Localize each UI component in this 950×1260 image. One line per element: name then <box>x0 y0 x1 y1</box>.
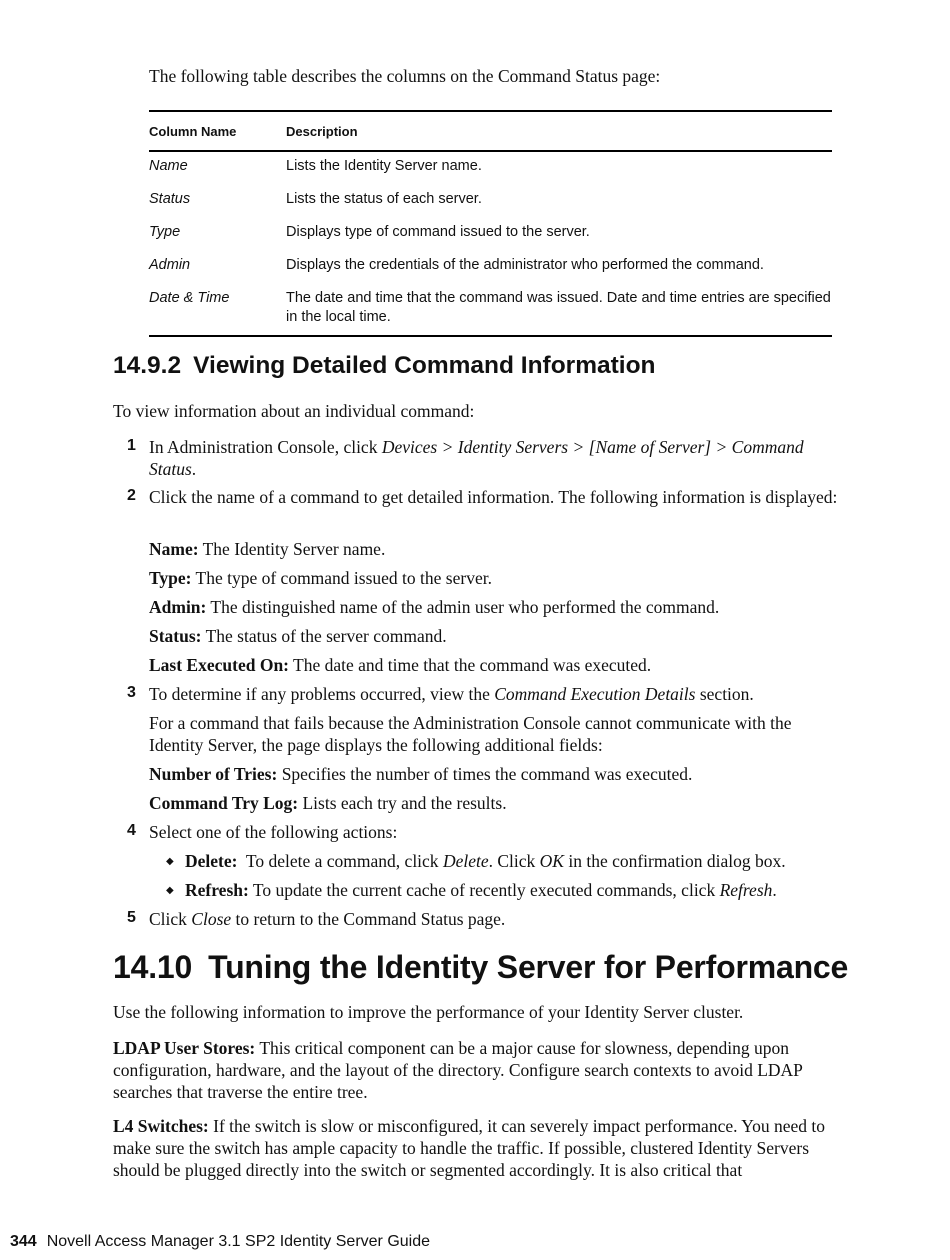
refresh-reference: Refresh <box>719 880 773 900</box>
action-text: . Click <box>488 851 540 871</box>
column-table <box>149 110 832 337</box>
field-text: The distinguished name of the admin user who performed the command. <box>206 597 720 617</box>
field-text: Specifies the number of times the command was executed. <box>277 764 693 784</box>
ldap-paragraph <box>113 1037 835 1103</box>
row-description: Lists the Identity Server name. <box>286 158 482 174</box>
step-4-text: Select one of the following actions: <box>149 822 398 842</box>
field-description <box>149 625 447 647</box>
diamond-bullet-icon: ◆ <box>166 856 174 867</box>
field-label: Last Executed On: <box>149 655 289 675</box>
field-description <box>149 792 507 814</box>
step-number: 5 <box>127 909 136 926</box>
field-label: Number of Tries: <box>149 764 278 784</box>
console-path: Devices > Identity Servers > [Name of Server] > Command Status <box>149 437 804 479</box>
refresh-action <box>185 879 777 901</box>
row-name: Name <box>149 158 188 174</box>
table-row <box>149 223 832 242</box>
section-heading-14-10 <box>113 949 848 986</box>
column-header-description: Description <box>286 123 358 139</box>
action-label: Delete: <box>185 851 238 871</box>
field-text: The status of the server command. <box>201 626 447 646</box>
table-bottom-rule <box>149 335 832 337</box>
step-5-post: to return to the Command Status page. <box>231 909 506 929</box>
step-1-text <box>149 436 839 480</box>
page-number: 344 <box>10 1233 37 1250</box>
step-3-pre: To determine if any problems occurred, view the <box>149 684 495 704</box>
row-description: Displays the credentials of the administrator who performed the command. <box>286 257 764 273</box>
action-text: in the confirmation dialog box. <box>563 851 786 871</box>
delete-action <box>185 850 786 872</box>
field-label: Status: <box>149 626 202 646</box>
paragraph-text: This critical component can be a major cause for slowness, depending upon configuration, hardware, and the layout of the directory. Configure search contexts to avoid LDAP searches that traverse the entire tree. <box>113 1038 803 1102</box>
section-lead: Use the following information to improve the performance of your Identity Server cluster. <box>113 1002 744 1022</box>
table-row <box>149 157 832 176</box>
field-description <box>149 538 385 560</box>
delete-reference: Delete <box>442 851 489 871</box>
table-row <box>149 190 832 209</box>
step-2-text: Click the name of a command to get detailed information. The following information is displayed: <box>149 487 838 507</box>
action-text: . <box>772 880 777 900</box>
section-title: Viewing Detailed Command Information <box>193 352 656 379</box>
column-header-name: Column Name <box>149 123 237 139</box>
step-3-post: section. <box>695 684 754 704</box>
table-row <box>149 289 832 327</box>
row-description: Lists the status of each server. <box>286 191 482 207</box>
book-title: Novell Access Manager 3.1 SP2 Identity Server Guide <box>46 1233 431 1250</box>
step-number: 3 <box>127 684 136 701</box>
row-name: Admin <box>149 257 191 273</box>
row-name: Status <box>149 191 191 207</box>
field-description <box>149 596 719 618</box>
step-1-pre: In Administration Console, click <box>149 437 382 457</box>
table-row <box>149 256 832 275</box>
field-description <box>149 567 492 589</box>
section-lead: To view information about an individual command: <box>113 401 475 421</box>
page-footer <box>10 1233 430 1251</box>
section-heading-14-9-2 <box>113 352 656 380</box>
step-5-text <box>149 908 505 930</box>
field-description <box>149 763 692 785</box>
row-description: Displays type of command issued to the server. <box>286 224 590 240</box>
paragraph-label: LDAP User Stores: <box>113 1038 256 1058</box>
field-text: The type of command issued to the server. <box>191 568 492 588</box>
paragraph-label: L4 Switches: <box>113 1116 209 1136</box>
step-3-text <box>149 683 754 705</box>
action-text: To update the current cache of recently executed commands, click <box>248 880 720 900</box>
l4-switch-paragraph <box>113 1115 835 1181</box>
field-text: Lists each try and the results. <box>298 793 507 813</box>
step-5-pre: Click <box>149 909 192 929</box>
field-text: The date and time that the command was executed. <box>289 655 652 675</box>
step-number: 2 <box>127 487 136 504</box>
step-3-paragraph: For a command that fails because the Administration Console cannot communicate with the Identity Server, the page displays the following additional fields: <box>149 713 792 755</box>
field-text: The Identity Server name. <box>198 539 386 559</box>
section-reference: Command Execution Details <box>494 684 696 704</box>
paragraph-text: If the switch is slow or misconfigured, it can severely impact performance. You need to make sure the switch has ample capacity to handle the traffic. If possible, clustered Identity Servers should be plugged directly into the switch or segmented accordingly. It is also critical that <box>113 1116 825 1180</box>
row-name: Date & Time <box>149 290 230 306</box>
step-1-post: . <box>191 459 197 479</box>
field-label: Type: <box>149 568 192 588</box>
field-label: Admin: <box>149 597 207 617</box>
action-label: Refresh: <box>185 880 249 900</box>
step-number: 4 <box>127 822 136 839</box>
table-header-row <box>149 112 832 152</box>
ok-reference: OK <box>539 851 564 871</box>
field-label: Name: <box>149 539 199 559</box>
table-intro: The following table describes the columns on the Command Status page: <box>149 66 661 86</box>
section-number: 14.10 <box>113 949 193 985</box>
section-title: Tuning the Identity Server for Performance <box>208 949 849 985</box>
field-label: Command Try Log: <box>149 793 299 813</box>
step-number: 1 <box>127 437 136 454</box>
action-text: To delete a command, click <box>237 851 443 871</box>
diamond-bullet-icon: ◆ <box>166 885 174 896</box>
row-name: Type <box>149 224 181 240</box>
section-number: 14.9.2 <box>113 352 182 379</box>
close-reference: Close <box>191 909 232 929</box>
row-description: The date and time that the command was issued. Date and time entries are specified in the local time. <box>286 290 831 325</box>
field-description <box>149 654 651 676</box>
